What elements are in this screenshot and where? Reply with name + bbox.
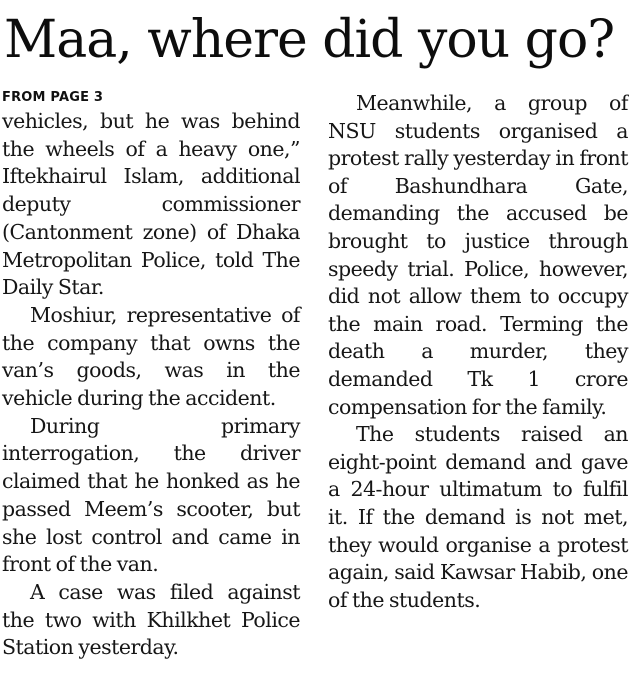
continuation-label: FROM PAGE 3 <box>2 90 104 105</box>
paragraph: Meanwhile, a group of NSU students organised a protest rally yesterday in front of Bashundhara Gate, demanding the accused be brought to justice through speedy trial. Police, however, did not allow them to occupy the main road. Terming the death a murder, they demanded Tk 1 crore compensation for the family. <box>328 91 628 419</box>
left-column <box>2 88 300 662</box>
headline: Maa, where did you go? <box>4 10 615 70</box>
paragraph: A case was filed against the two with Khilkhet Police Station yesterday. <box>2 579 300 660</box>
paragraph: During primary interrogation, the driver claimed that he honked as he passed Meem’s scooter, but she lost control and came in front of the van. <box>2 413 300 577</box>
right-column <box>328 90 628 614</box>
paragraph: vehicles, but he was behind the wheels of a heavy one,” Iftekhairul Islam, additional deputy commissioner (Cantonment zone) of Dhaka Metropolitan Police, told The Daily Star. <box>2 109 300 300</box>
paragraph: Moshiur, representative of the company that owns the van’s goods, was in the vehicle during the accident. <box>2 302 300 411</box>
paragraph: The students raised an eight-point demand and gave a 24-hour ultimatum to fulfil it. If the demand is not met, they would organise a protest again, said Kawsar Habib, one of the students. <box>328 422 628 612</box>
